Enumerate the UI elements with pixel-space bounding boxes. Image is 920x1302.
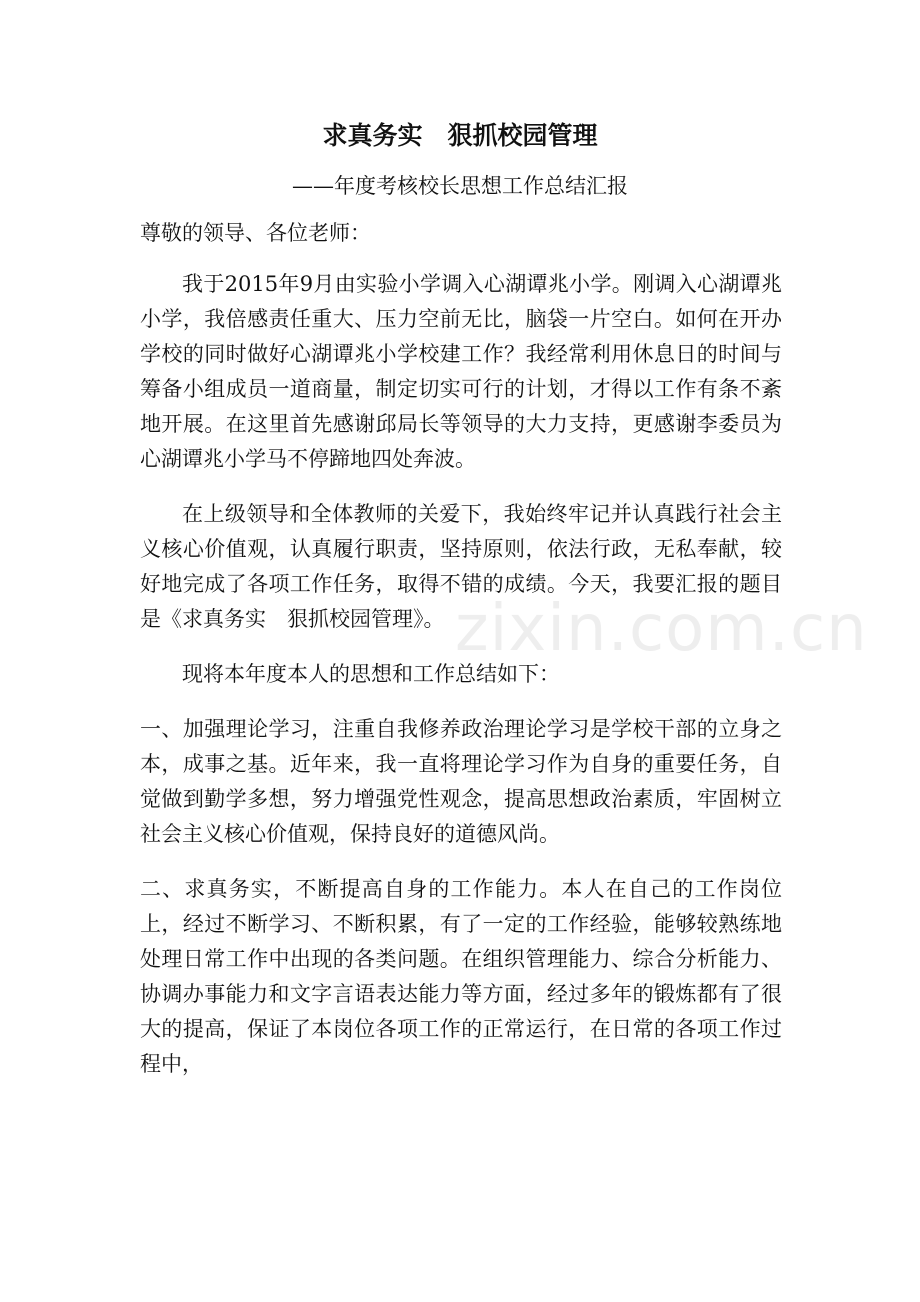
document-subtitle: ——年度考核校长思想工作总结汇报 xyxy=(292,174,628,198)
document-title: 求真务实 狠抓校园管理 xyxy=(322,121,598,150)
greeting: 尊敬的领导、各位老师： xyxy=(140,221,371,245)
section-one-paragraph: 一、加强理论学习，注重自我修养政治理论学习是学校干部的立身之本，成事之基。近年来，我一直将理论学习作为自身的重要任务，自觉做到勤学多想，努力增强党性观念，提高思想政治素质，牢固树立社会主义核心价值观，保持良好的道德风尚。 xyxy=(140,717,782,846)
paragraph: 现将本年度本人的思想和工作总结如下： xyxy=(182,662,560,686)
paragraph: 我于2015年9月由实验小学调入心湖谭兆小学。刚调入心湖谭兆小学，我倍感责任重大、压力空前无比，脑袋一片空白。如何在开办学校的同时做好心湖谭兆小学校建工作？我经常利用休息日的时间与筹备小组成员一道商量，制定切实可行的计划，才得以工作有条不紊地开展。在这里首先感谢邱局长等领导的大力支持，更感谢李委员为心湖谭兆小学马不停蹄地四处奔波。 xyxy=(140,272,782,471)
watermark-text: zixin.com.cn xyxy=(455,592,868,666)
paragraph: 在上级领导和全体教师的关爱下，我始终牢记并认真践行社会主义核心价值观，认真履行职责，坚持原则，依法行政，无私奉献，较好地完成了各项工作任务，取得不错的成绩。今天，我要汇报的题目是《求真务实 狠抓校园管理》。 xyxy=(140,502,782,631)
section-two-paragraph: 二、求真务实，不断提高自身的工作能力。本人在自己的工作岗位上，经过不断学习、不断积累，有了一定的工作经验，能够较熟练地处理日常工作中出现的各类问题。在组织管理能力、综合分析能力、协调办事能力和文字言语表达能力等方面，经过多年的锻炼都有了很大的提高，保证了本岗位各项工作的正常运行，在日常的各项工作过程中， xyxy=(140,877,782,1076)
document-body xyxy=(140,216,782,1082)
